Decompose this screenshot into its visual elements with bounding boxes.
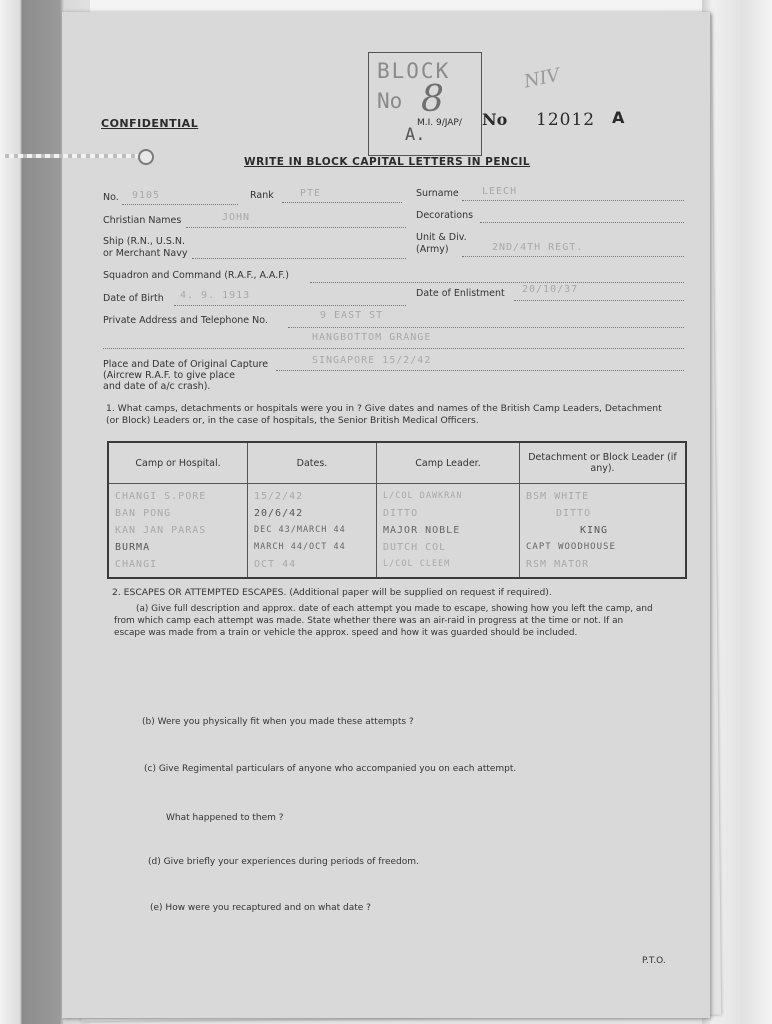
- ship-label-2: or Merchant Navy: [103, 248, 188, 259]
- unit-line: [462, 256, 684, 257]
- question-2d-text: (d) Give briefly your experiences during periods of freedom.: [148, 857, 419, 867]
- serial-number: 12012: [536, 110, 596, 130]
- rank-value: PTE: [300, 188, 322, 199]
- header-dates: Dates.: [248, 442, 377, 484]
- squadron-line: [310, 282, 684, 283]
- binding-string: [0, 154, 150, 158]
- squadron-label: Squadron and Command (R.A.F., A.A.F.): [103, 270, 289, 281]
- stamp-block-label: BLOCK: [377, 59, 451, 83]
- camp-leader-entry: DITTO: [383, 508, 419, 519]
- date-entry: 15/2/42: [254, 491, 304, 502]
- stamp-no-label: No: [377, 89, 403, 113]
- question-2e-text: (e) How were you recaptured and on what date ?: [150, 903, 371, 913]
- capture-label: Place and Date of Original Capture: [103, 359, 269, 370]
- question-2a-text: (a) Give full description and approx. date of each attempt you made to escape, showing how you left the camp, and: [136, 604, 653, 614]
- pencil-annotation: NIV: [522, 64, 562, 93]
- date-entry: 20/6/42: [254, 508, 304, 519]
- ship-label: Ship (R.N., U.S.N.: [103, 236, 186, 247]
- block-leaders-column: [520, 484, 687, 579]
- instruction-heading: WRITE IN BLOCK CAPITAL LETTERS IN PENCIL: [244, 156, 531, 168]
- unit-label-2: (Army): [416, 244, 449, 255]
- binding-eyelet: [138, 149, 154, 165]
- decorations-label: Decorations: [416, 210, 474, 221]
- dob-label: Date of Birth: [103, 293, 164, 304]
- rank-line: [282, 202, 402, 203]
- address-label: Private Address and Telephone No.: [103, 315, 268, 326]
- capture-label-3: and date of a/c crash).: [103, 381, 211, 392]
- christian-names-line: [186, 227, 406, 228]
- block-leader-entry: DITTO: [556, 508, 592, 519]
- date-entry: MARCH 44/OCT 44: [254, 542, 346, 552]
- enlistment-line: [514, 300, 684, 301]
- camp-entry: CHANGI: [115, 559, 158, 570]
- camp-leader-entry: MAJOR NOBLE: [383, 525, 461, 536]
- question-2c-text: (c) Give Regimental particulars of anyone who accompanied you on each attempt.: [144, 764, 517, 774]
- rank-label: Rank: [250, 190, 274, 201]
- confidential-label: CONFIDENTIAL: [101, 117, 199, 130]
- camps-column: [108, 484, 248, 579]
- decorations-line: [480, 222, 684, 223]
- ship-line: [192, 258, 406, 259]
- reference-code: M.I. 9/JAP/: [417, 118, 462, 128]
- surname-value: LEECH: [482, 186, 518, 197]
- stamp-block-letter: A.: [405, 125, 426, 145]
- block-leader-entry: BSM WHITE: [526, 491, 590, 502]
- question-1-text-2: (or Block) Leaders or, in the case of hospitals, the Senior British Medical Officers.: [106, 415, 479, 426]
- question-2c-followup: What happened to them ?: [166, 813, 284, 823]
- surname-line: [462, 200, 684, 201]
- camp-entry: KAN JAN PARAS: [115, 525, 207, 536]
- block-leader-entry: KING: [580, 525, 609, 536]
- pto-label: P.T.O.: [642, 956, 666, 966]
- camps-table-body: [108, 484, 686, 579]
- question-2a-text-3: escape was made from a train or vehicle the approx. speed and how it was guarded should be included.: [114, 628, 578, 638]
- enlistment-label: Date of Enlistment: [416, 288, 505, 299]
- camp-leader-entry: DUTCH COL: [383, 542, 447, 553]
- no-label: No.: [103, 192, 119, 203]
- date-entry: DEC 43/MARCH 44: [254, 525, 346, 535]
- camp-leader-entry: L/COL CLEEM: [383, 559, 451, 569]
- camp-entry: BAN PONG: [115, 508, 172, 519]
- header-block-leader: Detachment or Block Leader (if any).: [520, 442, 687, 484]
- no-value: 9105: [132, 190, 161, 201]
- surname-label: Surname: [416, 188, 459, 199]
- enlistment-value: 20/10/37: [522, 284, 579, 295]
- unit-value: 2ND/4TH REGT.: [492, 242, 584, 253]
- address-value-2: HANGBOTTOM GRANGE: [312, 332, 432, 343]
- camps-table: [107, 441, 687, 579]
- christian-names-label: Christian Names: [103, 215, 182, 226]
- date-entry: OCT 44: [254, 559, 297, 570]
- header-camp-leader: Camp Leader.: [377, 442, 520, 484]
- dob-value: 4. 9. 1913: [180, 290, 251, 301]
- number-label: No: [482, 110, 508, 129]
- no-line: [122, 204, 238, 205]
- question-2b-text: (b) Were you physically fit when you made these attempts ?: [142, 717, 414, 727]
- block-leader-entry: CAPT WOODHOUSE: [526, 542, 616, 552]
- dates-column: [248, 484, 377, 579]
- address-line: [288, 327, 684, 328]
- camp-entry: CHANGI S.PORE: [115, 491, 207, 502]
- question-2-heading: 2. ESCAPES OR ATTEMPTED ESCAPES. (Additional paper will be supplied on request if required).: [112, 587, 552, 598]
- stamp-number: 8: [421, 79, 444, 120]
- camp-leader-entry: L/COL DAWKRAN: [383, 491, 463, 501]
- capture-line: [276, 370, 684, 371]
- camp-entry: BURMA: [115, 542, 151, 553]
- dob-line: [174, 305, 406, 306]
- header-camp: Camp or Hospital.: [108, 442, 248, 484]
- capture-label-2: (Aircrew R.A.F. to give place: [103, 370, 235, 381]
- capture-value: SINGAPORE 15/2/42: [312, 355, 432, 366]
- block-leader-entry: RSM MATOR: [526, 559, 590, 570]
- address-value-1: 9 EAST ST: [320, 310, 384, 321]
- address-line-2: [103, 348, 684, 349]
- christian-names-value: JOHN: [222, 212, 251, 223]
- block-stamp: [368, 52, 482, 156]
- unit-label: Unit & Div.: [416, 232, 467, 243]
- camps-table-header: [108, 442, 686, 484]
- question-1-text: 1. What camps, detachments or hospitals were you in ? Give dates and names of the British Camp Leaders, Detachment: [106, 403, 662, 414]
- question-2a-text-2: from which camp each attempt was made. State whether there was an air-raid in progress at the time or not. If an: [114, 616, 624, 626]
- serial-suffix: A: [612, 108, 625, 127]
- camp-leaders-column: [377, 484, 520, 579]
